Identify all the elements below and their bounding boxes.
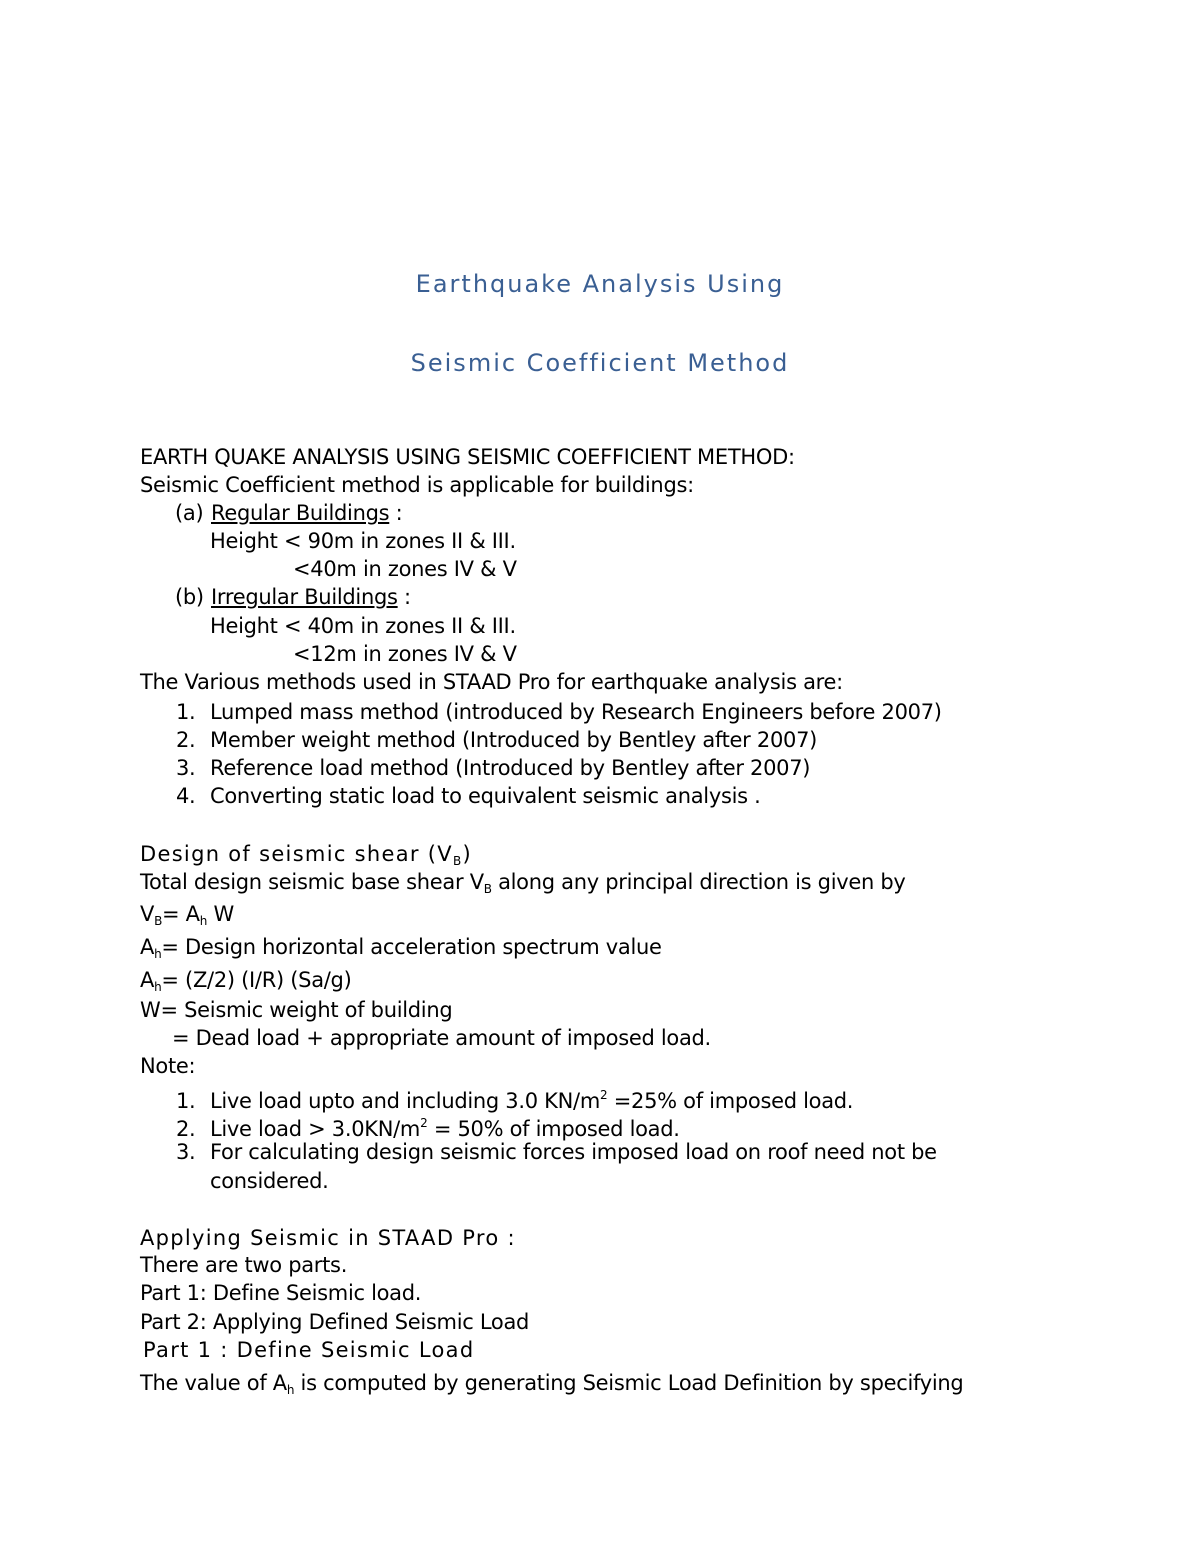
note-superscript: 2 bbox=[600, 1088, 608, 1102]
vb-w: W bbox=[207, 902, 234, 926]
ah-subscript: h bbox=[286, 1383, 295, 1397]
note-text: Live load > 3.0KN/m bbox=[210, 1117, 421, 1141]
part-1-heading: Part 1 : Define Seismic Load bbox=[143, 1338, 475, 1362]
irregular-colon: : bbox=[404, 585, 411, 609]
ah-symbol: A bbox=[140, 935, 155, 959]
irregular-buildings-line bbox=[175, 583, 411, 611]
note-number: 3. bbox=[176, 1140, 196, 1164]
method-item bbox=[176, 754, 810, 782]
note-text-end: =25% of imposed load. bbox=[607, 1089, 854, 1113]
two-parts-text: There are two parts. bbox=[140, 1253, 348, 1277]
total-text: Total design seismic base shear V bbox=[140, 870, 484, 894]
main-heading: EARTH QUAKE ANALYSIS USING SEISMIC COEFFICIENT METHOD: bbox=[140, 445, 795, 469]
heading-subscript: B bbox=[452, 854, 463, 868]
vb-symbol: V bbox=[140, 902, 155, 926]
document-title-line2: Seismic Coefficient Method bbox=[410, 349, 790, 377]
intro-text: Seismic Coefficient method is applicable for buildings: bbox=[140, 473, 694, 497]
regular-height-1: Height < 90m in zones II & III. bbox=[210, 529, 516, 553]
note-text: Live load upto and including 3.0 KN/m bbox=[210, 1089, 600, 1113]
method-item bbox=[176, 726, 817, 754]
irregular-height-2: <12m in zones IV & V bbox=[293, 642, 517, 666]
method-text: Converting static load to equivalent seismic analysis . bbox=[210, 784, 761, 808]
document-title-line1: Earthquake Analysis Using bbox=[415, 270, 785, 298]
note-3-continuation: considered. bbox=[210, 1169, 329, 1193]
applying-seismic-heading: Applying Seismic in STAAD Pro : bbox=[140, 1226, 516, 1250]
method-number: 4. bbox=[176, 784, 196, 808]
regular-buildings-line bbox=[175, 499, 402, 527]
note-text-end: = 50% of imposed load. bbox=[427, 1117, 680, 1141]
method-item bbox=[176, 698, 942, 726]
w-definition-2: = Dead load + appropriate amount of imposed load. bbox=[172, 1026, 711, 1050]
ah-symbol: A bbox=[140, 968, 155, 992]
note-item bbox=[176, 1138, 937, 1166]
vb-formula bbox=[140, 900, 234, 935]
irregular-height-1: Height < 40m in zones II & III. bbox=[210, 614, 516, 638]
method-text: Member weight method (Introduced by Bentley after 2007) bbox=[210, 728, 818, 752]
method-number: 1. bbox=[176, 700, 196, 724]
note-text: For calculating design seismic forces imposed load on roof need not be bbox=[210, 1140, 937, 1164]
vb-equals: = A bbox=[162, 902, 200, 926]
irregular-label: (b) bbox=[175, 585, 204, 609]
last-line bbox=[140, 1369, 963, 1404]
regular-height-2: <40m in zones IV & V bbox=[293, 557, 517, 581]
irregular-buildings-name: Irregular Buildings bbox=[211, 585, 398, 609]
note-superscript: 2 bbox=[420, 1116, 428, 1130]
methods-intro: The Various methods used in STAAD Pro for earthquake analysis are: bbox=[140, 670, 843, 694]
regular-label: (a) bbox=[175, 501, 204, 525]
w-definition: W= Seismic weight of building bbox=[140, 998, 453, 1022]
part-1-text: Part 1: Define Seismic load. bbox=[140, 1281, 422, 1305]
method-number: 2. bbox=[176, 728, 196, 752]
total-shear-text bbox=[140, 868, 906, 903]
ah-formula-text: = (Z/2) (I/R) (Sa/g) bbox=[161, 968, 352, 992]
note-label: Note: bbox=[140, 1054, 196, 1078]
vb-subscript: B bbox=[154, 914, 163, 928]
heading-close: ) bbox=[462, 842, 472, 866]
method-item bbox=[176, 782, 761, 810]
regular-buildings-name: Regular Buildings bbox=[211, 501, 390, 525]
method-number: 3. bbox=[176, 756, 196, 780]
ah-subscript: h bbox=[154, 980, 162, 994]
note-number: 1. bbox=[176, 1089, 196, 1113]
ah-subscript: h bbox=[199, 914, 208, 928]
part-2-text: Part 2: Applying Defined Seismic Load bbox=[140, 1310, 530, 1334]
method-text: Lumped mass method (introduced by Research Engineers before 2007) bbox=[210, 700, 942, 724]
last-text-end: is computed by generating Seismic Load Definition by specifying bbox=[294, 1371, 964, 1395]
note-number: 2. bbox=[176, 1117, 196, 1141]
ah-definition bbox=[140, 933, 662, 968]
last-text: The value of A bbox=[140, 1371, 287, 1395]
total-subscript: B bbox=[483, 882, 492, 896]
method-text: Reference load method (Introduced by Bentley after 2007) bbox=[210, 756, 811, 780]
regular-colon: : bbox=[395, 501, 403, 525]
ah-definition-text: = Design horizontal acceleration spectrum value bbox=[161, 935, 662, 959]
ah-subscript: h bbox=[154, 947, 162, 961]
total-text-end: along any principal direction is given by bbox=[491, 870, 906, 894]
heading-text: Design of seismic shear (V bbox=[140, 842, 453, 866]
